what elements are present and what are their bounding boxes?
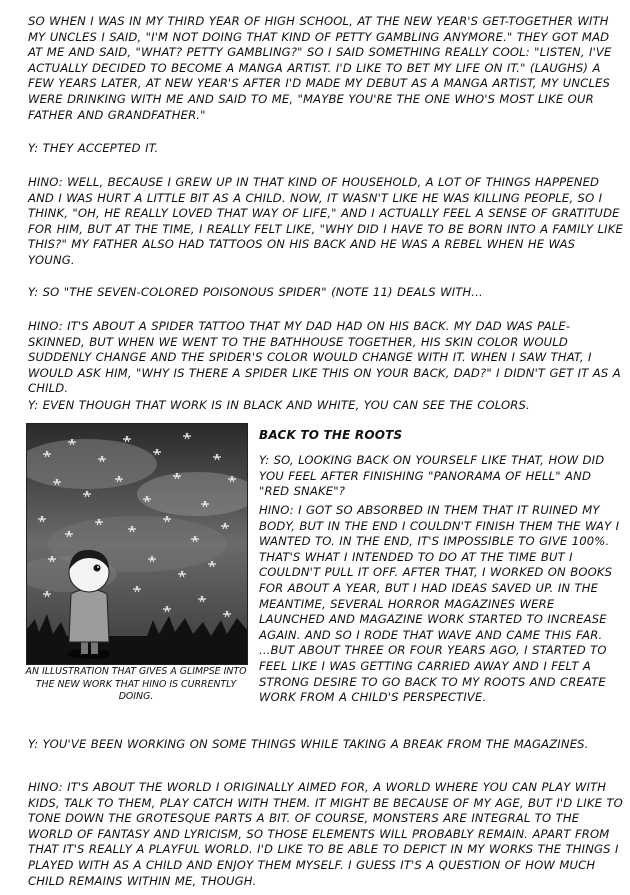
section-heading: BACK TO THE ROOTS bbox=[259, 428, 403, 442]
paragraph-3: HINO: WELL, BECAUSE I GREW UP IN THAT KIND OF HOUSEHOLD, A LOT OF THINGS HAPPENED AND I WAS HURT A LITTLE BIT AS A CHILD. NOW, IT WASN'T LIKE HE WAS KILLING PEOPLE, SO I THINK, "OH, HE REALLY LOVED THAT WAY OF LIFE," AND I ACTUALLY FEEL A SENSE OF GRATITUDE FOR HIM, BUT AT THE TIME, I REALLY FELT LIKE, "WHY DID I HAVE TO BE BORN INTO A FAMILY LIKE THIS?" MY FATHER ALSO HAD TATTOOS ON HIS BACK AND HE WAS A REBEL WHEN HE WAS YOUNG. bbox=[28, 175, 623, 267]
child-watching-dragonflies-illustration bbox=[27, 424, 247, 664]
illustration bbox=[26, 423, 248, 665]
paragraph-1: SO WHEN I WAS IN MY THIRD YEAR OF HIGH SCHOOL, AT THE NEW YEAR'S GET-TOGETHER WITH MY UNCLES I SAID, "I'M NOT DOING THAT KIND OF PETTY GAMBLING ANYMORE." THEY GOT MAD AT ME AND SAID, "WHAT? PETTY GAMBLING?" SO I SAID SOMETHING REALLY COOL: "LISTEN, I'VE ACTUALLY DECIDED TO BECOME A MANGA ARTIST. I'D LIKE TO BET MY LIFE ON IT." (LAUGHS) A FEW YEARS LATER, AT NEW YEAR'S AFTER I'D MADE MY DEBUT AS A MANGA ARTIST, MY UNCLES WERE DRINKING WITH ME AND SAID TO ME, "MAYBE YOU'RE THE ONE WHO'S MOST LIKE OUR FATHER AND GRANDFATHER." bbox=[28, 14, 612, 122]
paragraph-10: HINO: IT'S ABOUT THE WORLD I ORIGINALLY AIMED FOR, A WORLD WHERE YOU CAN PLAY WITH KIDS, TALK TO THEM, PLAY CATCH WITH THEM. IT MIGHT BE BECAUSE OF MY AGE, BUT I'D LIKE TO TONE DOWN THE GROTESQUE PARTS A BIT. OF COURSE, MONSTERS ARE INTEGRAL TO THE WORLD OF FANTASY AND LYRICISM, SO THOSE ELEMENTS WILL PROBABLY REMAIN. APART FROM THAT IT'S REALLY A PLAYFUL WORLD. I'D LIKE TO BE ABLE TO DEPICT IN MY WORKS THE THINGS I PLAYED WITH AS A CHILD AND ENJOY THEM MYSELF. I GUESS IT'S A QUESTION OF HOW MUCH CHILD REMAINS WITHIN ME, THOUGH. bbox=[28, 780, 623, 888]
paragraph-6: Y: EVEN THOUGH THAT WORK IS IN BLACK AND WHITE, YOU CAN SEE THE COLORS. bbox=[28, 398, 530, 412]
paragraph-5: HINO: IT'S ABOUT A SPIDER TATTOO THAT MY DAD HAD ON HIS BACK. MY DAD WAS PALE-SKINNED, BUT WHEN WE WENT TO THE BATHHOUSE TOGETHER, HIS SKIN COLOR WOULD SUDDENLY CHANGE AND THE SPIDER'S COLOR WOULD CHANGE WITH IT. WHEN I SAW THAT, I WOULD ASK HIM, "WHY IS THERE A SPIDER LIKE THIS ON YOUR BACK, DAD?" I DIDN'T GET IT AS A CHILD. bbox=[28, 319, 621, 396]
paragraph-4: Y: SO "THE SEVEN-COLORED POISONOUS SPIDER" (NOTE 11) DEALS WITH... bbox=[28, 285, 483, 299]
paragraph-9: Y: YOU'VE BEEN WORKING ON SOME THINGS WHILE TAKING A BREAK FROM THE MAGAZINES. bbox=[28, 737, 589, 751]
paragraph-7: Y: SO, LOOKING BACK ON YOURSELF LIKE THAT, HOW DID YOU FEEL AFTER FINISHING "PANORAMA OF HELL" AND "RED SNAKE"? bbox=[259, 453, 605, 499]
paragraph-8: HINO: I GOT SO ABSORBED IN THEM THAT IT RUINED MY BODY, BUT IN THE END I COULDN'T FINISH THEM THE WAY I WANTED TO. IN THE END, IT'S IMPOSSIBLE TO GIVE 100%. THAT'S WHAT I INTENDED TO DO AT THE TIME BUT I COULDN'T PULL IT OFF. AFTER THAT, I WORKED ON BOOKS FOR ABOUT A YEAR, BUT I HAD IDEAS SAVED UP. IN THE MEANTIME, SEVERAL HORROR MAGAZINES WERE LAUNCHED AND MAGAZINE WORK STARTED TO INCREASE AGAIN. AND SO I RODE THAT WAVE AND CAME THIS FAR. ...BUT ABOUT THREE OR FOUR YEARS AGO, I STARTED TO FEEL LIKE I WAS GETTING CARRIED AWAY AND I FELT A STRONG DESIRE TO GO BACK TO MY ROOTS AND CREATE WORK FROM A CHILD'S PERSPECTIVE. bbox=[259, 503, 620, 705]
figure-caption: AN ILLUSTRATION THAT GIVES A GLIMPSE INTO THE NEW WORK THAT HINO IS CURRENTLY DOING. bbox=[25, 666, 247, 702]
paragraph-2: Y: THEY ACCEPTED IT. bbox=[28, 141, 159, 155]
